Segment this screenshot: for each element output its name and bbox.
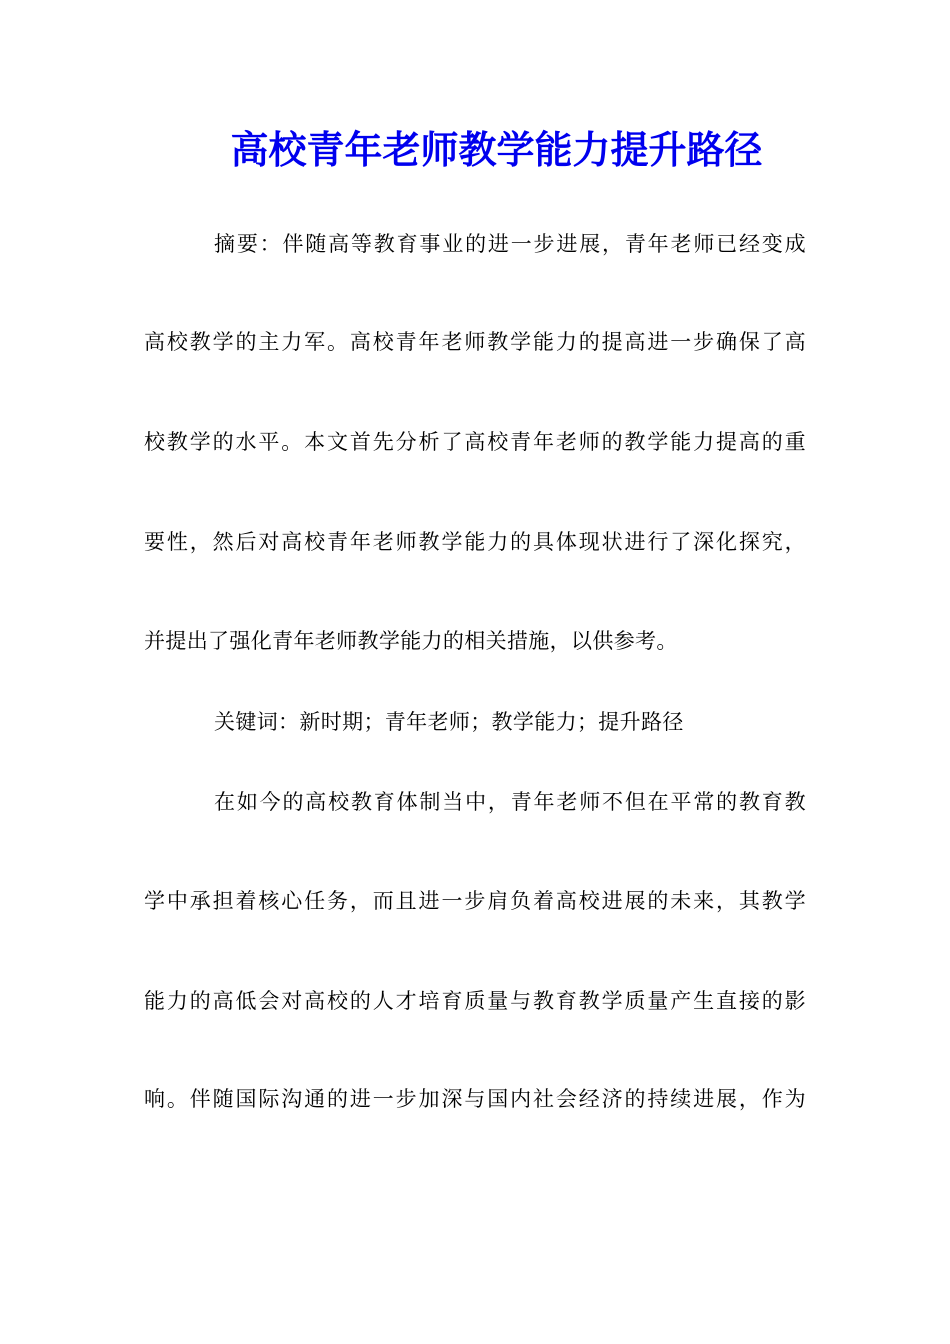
body-line: 能力的高低会对高校的人才培育质量与教育教学质量产生直接的影 [144, 989, 806, 1013]
abstract-line: 校教学的水平。本文首先分析了高校青年老师的教学能力提高的重 [144, 430, 806, 454]
abstract-line: 高校教学的主力军。高校青年老师教学能力的提高进一步确保了高 [144, 330, 806, 354]
abstract-line: 摘要：伴随高等教育事业的进一步进展，青年老师已经变成 [214, 232, 806, 256]
abstract-line: 并提出了强化青年老师教学能力的相关措施，以供参考。 [144, 629, 678, 653]
keywords-line: 关键词：新时期；青年老师；教学能力；提升路径 [214, 710, 684, 734]
body-line: 响。伴随国际沟通的进一步加深与国内社会经济的持续进展，作为 [144, 1087, 806, 1111]
document-title: 高校青年老师教学能力提升路径 [230, 127, 763, 172]
body-line: 学中承担着核心任务，而且进一步肩负着高校进展的未来，其教学 [144, 889, 806, 913]
body-line: 在如今的高校教育体制当中，青年老师不但在平常的教育教 [214, 790, 806, 814]
abstract-line: 要性，然后对高校青年老师教学能力的具体现状进行了深化探究， [144, 530, 806, 554]
